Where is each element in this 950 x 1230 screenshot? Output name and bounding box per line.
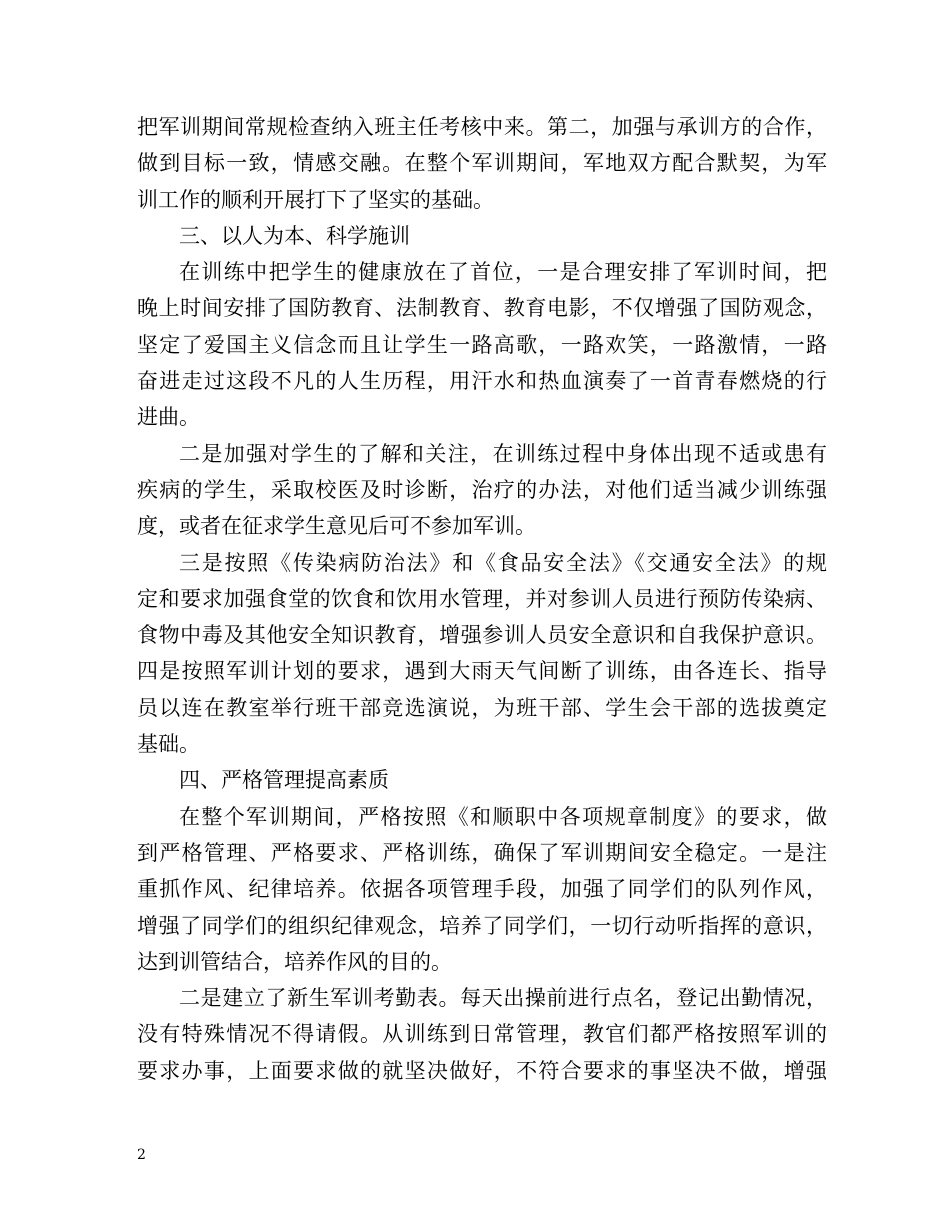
text-line: 在训练中把学生的健康放在了首位，一是合理安排了军训时间，把 xyxy=(179,260,827,285)
text-line: 把军训期间常规检查纳入班主任考核中来。第二，加强与承训方的合作， xyxy=(137,115,827,139)
text-line: 进曲。 xyxy=(137,405,200,430)
text-line: 达到训管结合，培养作风的目的。 xyxy=(137,949,452,974)
page-number: 2 xyxy=(137,1147,146,1163)
text-line: 疾病的学生，采取校医及时诊断，治疗的办法，对他们适当减少训练强 xyxy=(137,477,827,502)
text-line: 没有特殊情况不得请假。从训练到日常管理，教官们都严格按照军训的 xyxy=(137,1022,827,1047)
text-line: 奋进走过这段不凡的人生历程，用汗水和热血演奏了一首青春燃烧的行 xyxy=(137,369,827,394)
text-line: 训工作的顺利开展打下了坚实的基础。 xyxy=(137,187,494,212)
text-line: 做到目标一致，情感交融。在整个军训期间，军地双方配合默契，为军 xyxy=(137,151,827,176)
text-line: 食物中毒及其他安全知识教育，增强参训人员安全意识和自我保护意识。 xyxy=(137,623,827,648)
text-line: 三是按照《传染病防治法》和《食品安全法》《交通安全法》的规 xyxy=(179,550,827,575)
text-line: 晚上时间安排了国防教育、法制教育、教育电影，不仅增强了国防观念， xyxy=(137,296,827,321)
text-line: 在整个军训期间，严格按照《和顺职中各项规章制度》的要求，做 xyxy=(179,804,827,829)
text-line: 员以连在教室举行班干部竞选演说，为班干部、学生会干部的选拔奠定 xyxy=(137,695,827,720)
text-line: 重抓作风、纪律培养。依据各项管理手段，加强了同学们的队列作风， xyxy=(137,877,827,902)
text-line: 二是加强对学生的了解和关注，在训练过程中身体出现不适或患有 xyxy=(179,441,827,466)
text-line: 二是建立了新生军训考勤表。每天出操前进行点名，登记出勤情况， xyxy=(179,986,827,1011)
text-line: 四是按照军训计划的要求，遇到大雨天气间断了训练，由各连长、指导 xyxy=(137,659,827,684)
text-line: 到严格管理、严格要求、严格训练，确保了军训期间安全稳定。一是注 xyxy=(137,840,827,865)
text-line: 三、以人为本、科学施训 xyxy=(179,223,410,248)
text-line: 度，或者在征求学生意见后可不参加军训。 xyxy=(137,514,536,539)
text-line: 要求办事，上面要求做的就坚决做好，不符合要求的事坚决不做，增强 xyxy=(137,1058,827,1083)
text-line: 基础。 xyxy=(137,732,200,757)
text-line: 增强了同学们的组织纪律观念，培养了同学们，一切行动听指挥的意识， xyxy=(137,913,827,938)
body-text xyxy=(137,109,827,1089)
text-line: 坚定了爱国主义信念而且让学生一路高歌，一路欢笑，一路激情，一路 xyxy=(137,332,827,357)
text-line: 定和要求加强食堂的饮食和饮用水管理，并对参训人员进行预防传染病、 xyxy=(137,586,827,611)
text-line: 四、严格管理提高素质 xyxy=(179,768,389,793)
